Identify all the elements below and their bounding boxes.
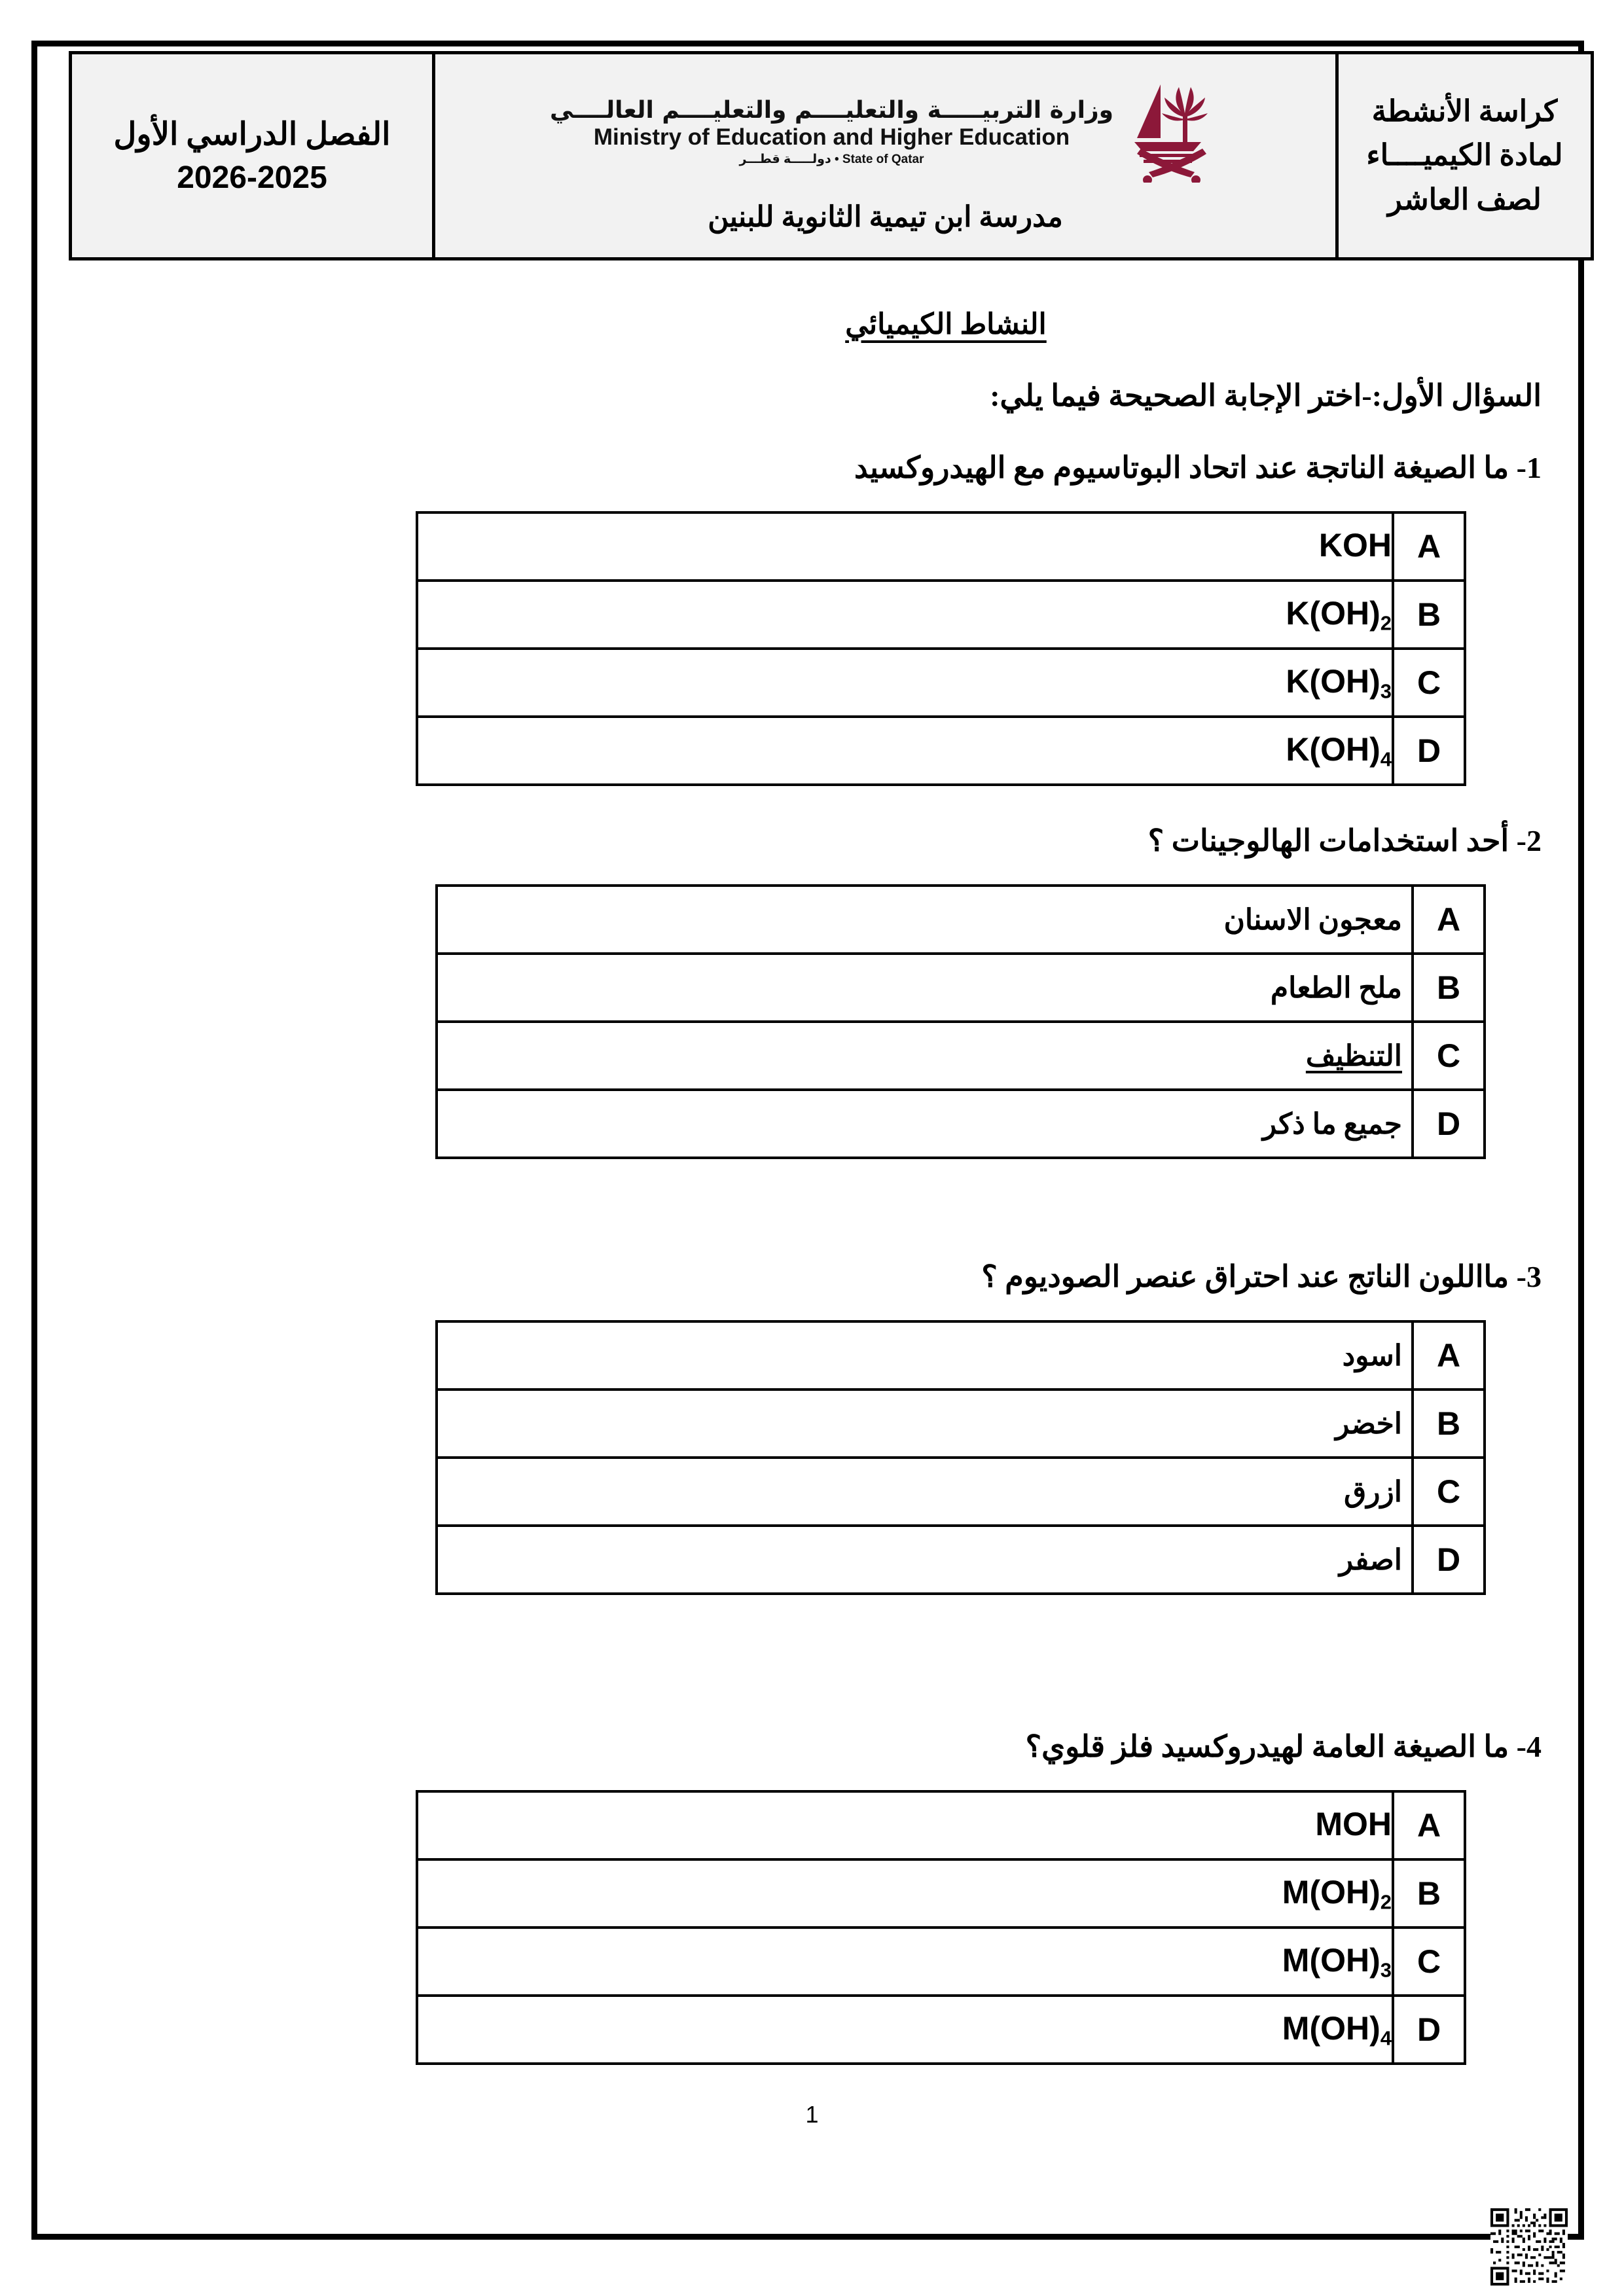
option-label: ملح الطعام <box>1270 971 1402 1004</box>
instruction-line: السؤال الأول:-اختر الإجابة الصحيحة فيما يلي: <box>990 379 1542 412</box>
formula-subscript: 2 <box>1380 1890 1392 1914</box>
qatar-moe-emblem-icon <box>1123 78 1221 186</box>
option-text[interactable] <box>417 1996 1393 2064</box>
term-label: الفصل الدراسي الأول <box>113 117 391 152</box>
option-letter: B <box>1393 581 1465 649</box>
option-text[interactable] <box>437 886 1413 954</box>
option-text[interactable] <box>437 1090 1413 1158</box>
option-label: اسود <box>1342 1339 1402 1372</box>
table-row[interactable] <box>437 1458 1485 1526</box>
option-letter: B <box>1393 1859 1465 1928</box>
formula-base: M(OH) <box>1282 1941 1380 1979</box>
formula-subscript: 2 <box>1380 611 1392 635</box>
formula-subscript: 4 <box>1380 747 1392 771</box>
table-row[interactable] <box>417 1859 1465 1928</box>
question-4-options <box>416 1790 1466 2065</box>
option-letter: D <box>1413 1526 1485 1594</box>
qr-code-icon[interactable] <box>1490 2208 1568 2286</box>
option-letter: C <box>1413 1022 1485 1090</box>
table-row[interactable] <box>437 954 1485 1022</box>
table-row[interactable] <box>417 717 1465 785</box>
formula-subscript: 3 <box>1380 1958 1392 1982</box>
option-text[interactable] <box>437 1321 1413 1390</box>
booklet-title-line-2: لمادة الكيميــــاء <box>1366 139 1563 172</box>
formula-subscript: 4 <box>1380 2026 1392 2050</box>
option-text[interactable] <box>417 1791 1393 1859</box>
table-row[interactable] <box>437 1390 1485 1458</box>
option-letter: B <box>1413 1390 1485 1458</box>
section-spacer <box>69 1159 1542 1222</box>
option-text[interactable] <box>417 512 1393 581</box>
table-row[interactable] <box>437 1090 1485 1158</box>
option-text[interactable] <box>437 1022 1413 1090</box>
option-label: ازرق <box>1344 1475 1402 1508</box>
question-1-options <box>416 511 1466 786</box>
formula-base: MOH <box>1315 1805 1392 1842</box>
ministry-name-english: Ministry of Education and Higher Education <box>593 124 1070 151</box>
question-1-prompt: 1- ما الصيغة الناتجة عند اتحاد البوتاسيوم مع الهيدروكسيد <box>854 451 1542 484</box>
formula-base: K(OH) <box>1286 594 1380 632</box>
header-cell-booklet-title <box>1337 53 1593 259</box>
worksheet-body <box>69 281 1542 2065</box>
table-row[interactable] <box>417 649 1465 717</box>
ministry-name-arabic: وزارة التربيـــــة والتعليــــم والتعليــــم العالــــي <box>549 96 1114 124</box>
formula-base: M(OH) <box>1282 2009 1380 2047</box>
question-3-prompt: 3- مااللون الناتج عند احتراق عنصر الصوديوم ؟ <box>981 1260 1542 1293</box>
table-row[interactable] <box>417 581 1465 649</box>
booklet-title-line-1: كراسة الأنشطة <box>1371 94 1558 128</box>
state-of-qatar-label: دولـــــة قطـــر • State of Qatar <box>739 152 924 167</box>
option-letter: C <box>1393 649 1465 717</box>
formula-base: KOH <box>1318 526 1392 564</box>
table-row[interactable] <box>417 1791 1465 1859</box>
option-letter: A <box>1413 1321 1485 1390</box>
option-letter: C <box>1393 1928 1465 1996</box>
option-label: جميع ما ذكر <box>1262 1107 1402 1140</box>
option-text[interactable] <box>437 1526 1413 1594</box>
option-text[interactable] <box>417 1859 1393 1928</box>
option-label: معجون الاسنان <box>1223 903 1402 936</box>
table-row[interactable] <box>417 512 1465 581</box>
option-letter: A <box>1393 1791 1465 1859</box>
option-letter: A <box>1393 512 1465 581</box>
activity-title: النشاط الكيميائي <box>845 308 1047 340</box>
booklet-title-line-3: لصف العاشر <box>1388 183 1542 216</box>
question-4-prompt: 4- ما الصيغة العامة لهيدروكسيد فلز قلوي؟ <box>1025 1730 1542 1763</box>
section-spacer <box>69 1595 1542 1692</box>
formula-base: K(OH) <box>1286 662 1380 700</box>
option-label: اخضر <box>1335 1407 1402 1440</box>
question-3-options <box>435 1320 1486 1595</box>
option-text[interactable] <box>437 954 1413 1022</box>
option-text[interactable] <box>417 581 1393 649</box>
option-text[interactable] <box>437 1390 1413 1458</box>
table-row[interactable] <box>417 1928 1465 1996</box>
option-text[interactable] <box>417 717 1393 785</box>
option-letter: B <box>1413 954 1485 1022</box>
question-2-options <box>435 884 1486 1159</box>
option-label: اصفر <box>1339 1543 1402 1576</box>
formula-base: K(OH) <box>1286 730 1380 768</box>
academic-year: 2026-2025 <box>177 160 327 196</box>
question-2-prompt: 2- أحد استخدامات الهالوجينات ؟ <box>1147 824 1542 857</box>
option-letter: D <box>1393 717 1465 785</box>
document-header <box>69 51 1594 260</box>
option-letter: D <box>1393 1996 1465 2064</box>
formula-base: M(OH) <box>1282 1873 1380 1910</box>
ministry-logo-block <box>442 78 1329 186</box>
option-text[interactable] <box>417 1928 1393 1996</box>
table-row[interactable] <box>437 1526 1485 1594</box>
table-row[interactable] <box>437 886 1485 954</box>
option-letter: C <box>1413 1458 1485 1526</box>
table-row[interactable] <box>437 1022 1485 1090</box>
option-text[interactable] <box>437 1458 1413 1526</box>
school-name: مدرسة ابن تيمية الثانوية للبنين <box>708 201 1063 233</box>
option-letter: A <box>1413 886 1485 954</box>
option-text[interactable] <box>417 649 1393 717</box>
option-label: التنظيف <box>1305 1039 1402 1072</box>
table-row[interactable] <box>417 1996 1465 2064</box>
table-row[interactable] <box>437 1321 1485 1390</box>
formula-subscript: 3 <box>1380 679 1392 703</box>
option-letter: D <box>1413 1090 1485 1158</box>
header-cell-term <box>71 53 434 259</box>
header-cell-logo <box>434 53 1337 259</box>
page-number: 1 <box>805 2101 819 2128</box>
